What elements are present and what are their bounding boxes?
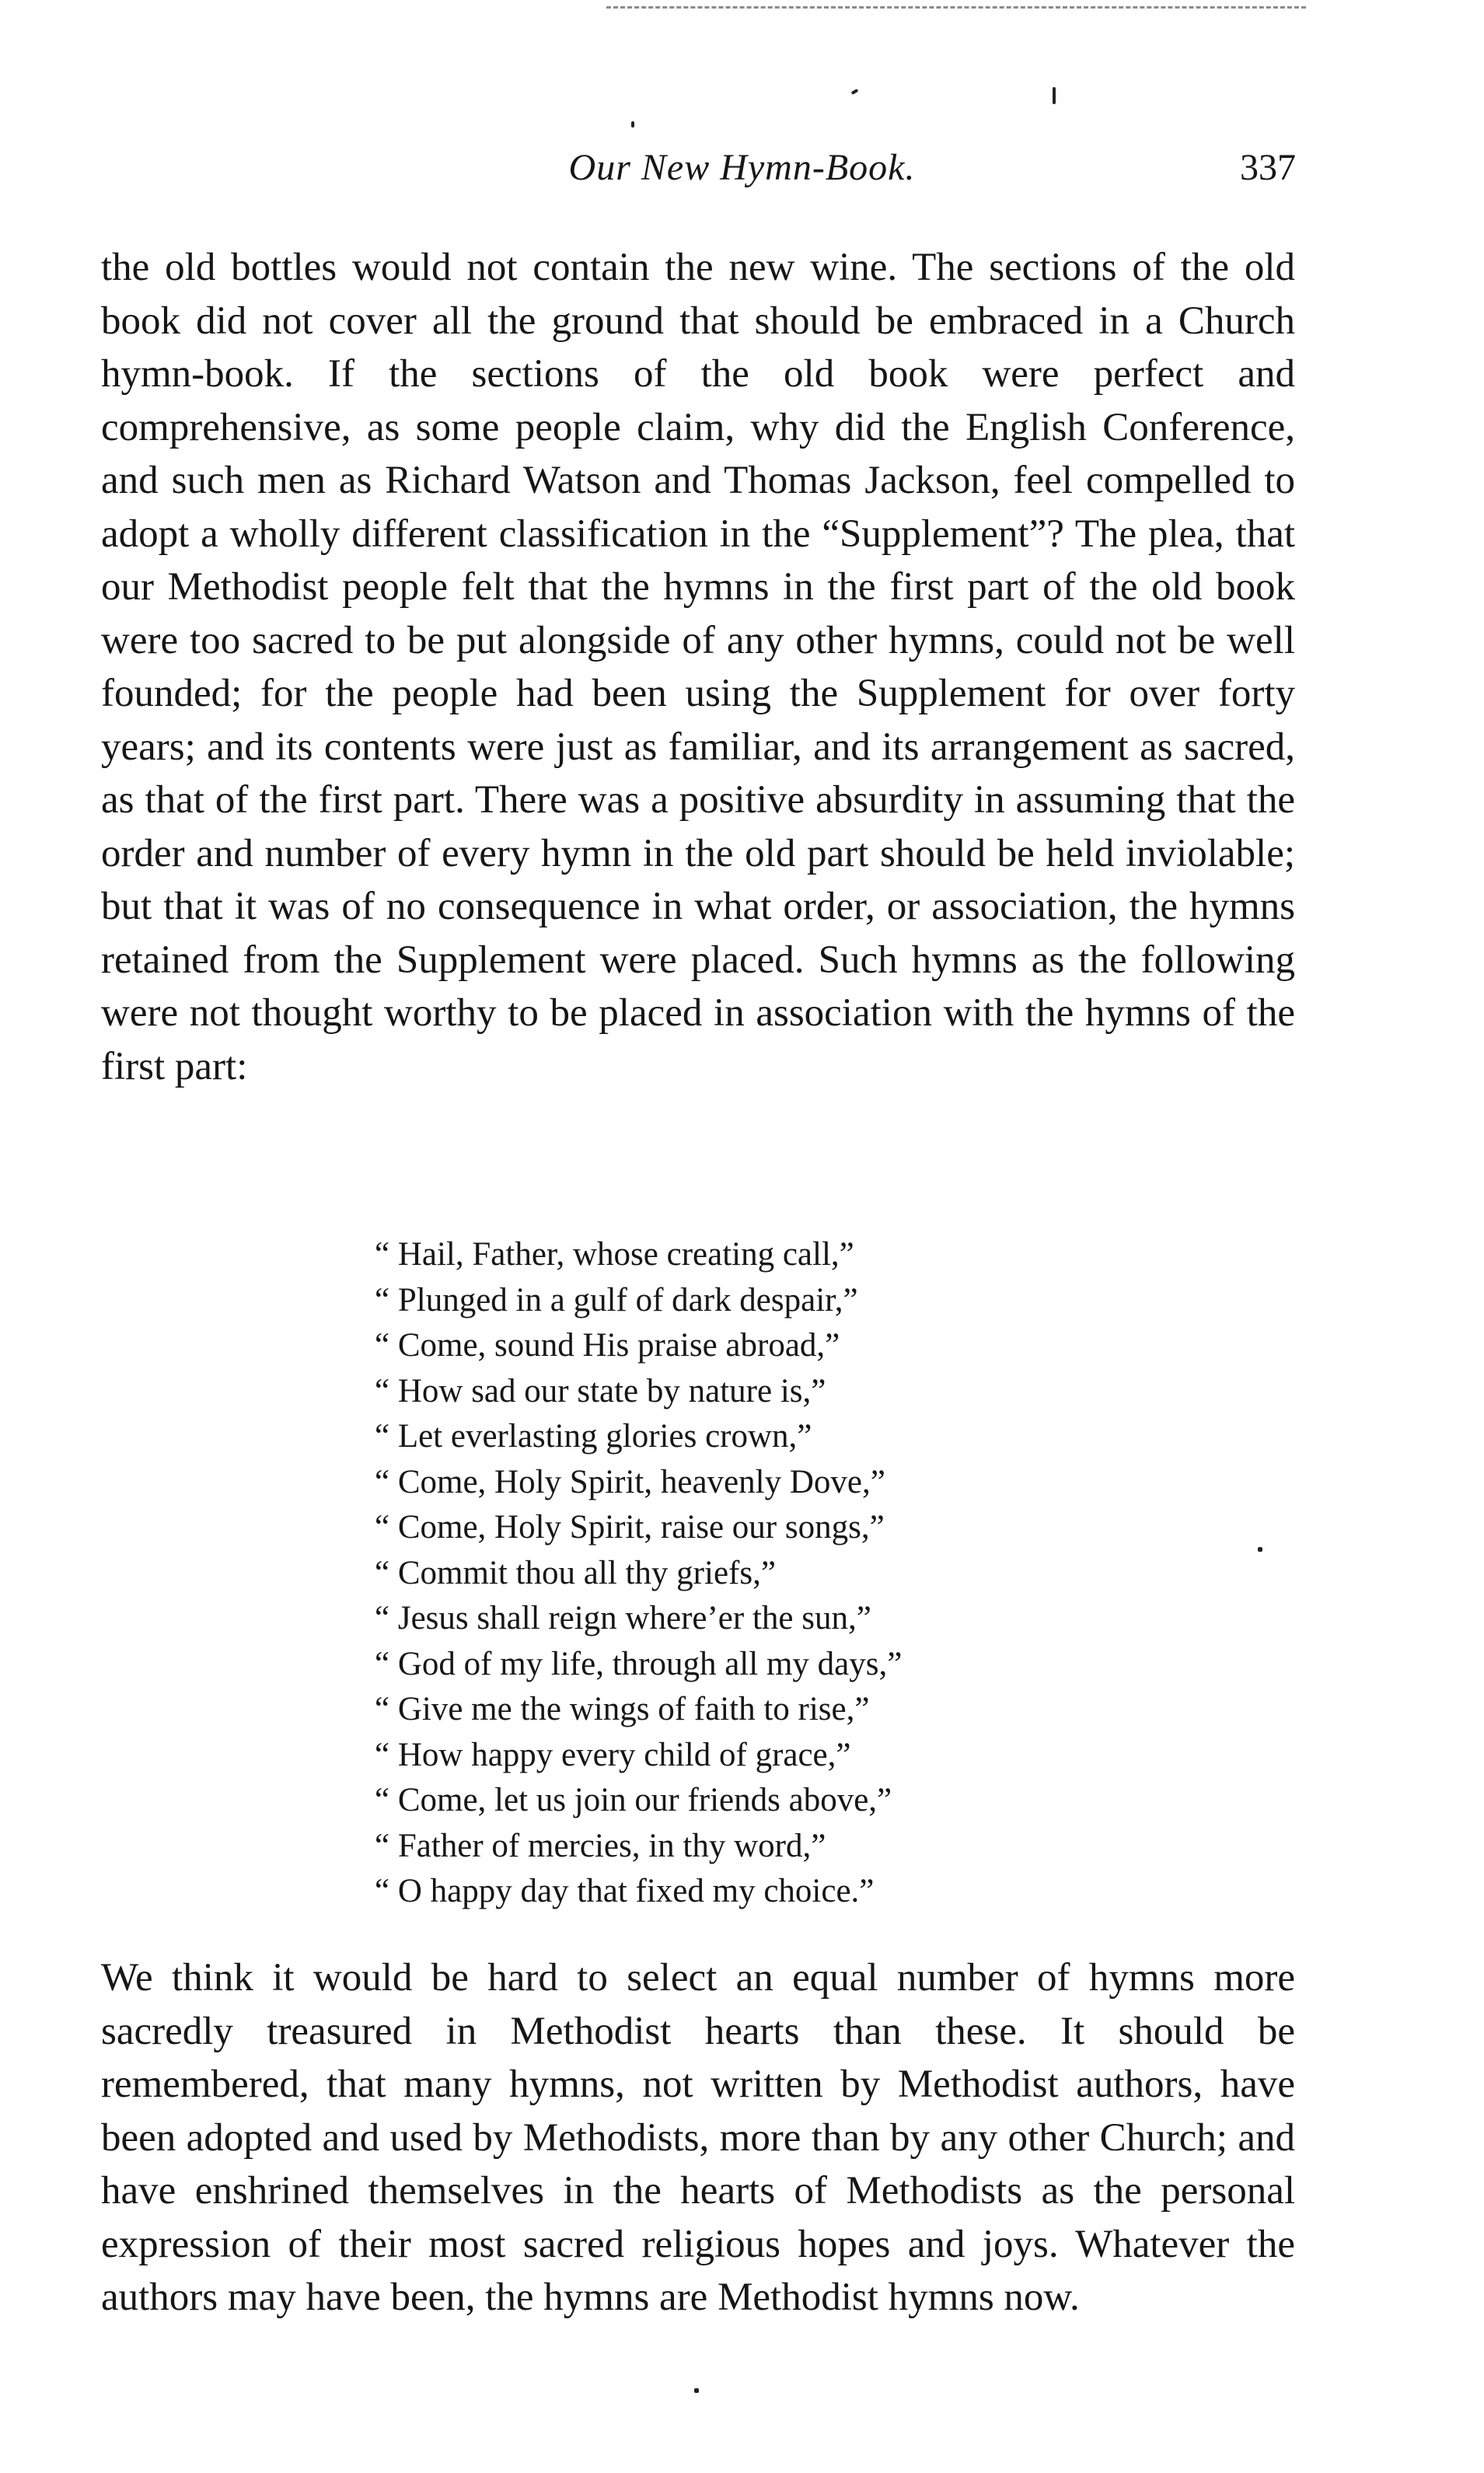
hymn-line: “ How happy every child of grace,” <box>375 1736 851 1773</box>
page-number: 337 <box>1240 147 1296 188</box>
hymn-line: “ God of my life, through all my days,” <box>375 1645 903 1682</box>
hymn-line: “ Come, Holy Spirit, raise our songs,” <box>375 1509 885 1546</box>
hymn-line: “ Plunged in a gulf of dark despair,” <box>375 1281 858 1319</box>
hymn-line: “ Let everlasting glories crown,” <box>375 1418 812 1455</box>
hymn-line: “ Come, let us join our friends above,” <box>375 1782 892 1818</box>
running-head <box>0 146 1484 208</box>
hymn-line: “ Hail, Father, whose creating call,” <box>375 1236 854 1273</box>
body-paragraph: the old bottles would not contain the new wine. The sections of the old book did not cover all the ground that should be embraced in a Church hymn-book. If the sections of the old book were perfect and comprehensive, as some people claim, why did the English Conference, and such men as Richard Watson and Thomas Jackson, feel compelled to adopt a wholly different classification in the “Supplement”? The plea, that our Methodist people felt that the hymns in the first part of the old book were too sacred to be put alongside of any other hymns, could not be well founded; for the people had been using the Supplement for over forty years; and its contents were just as familiar, and its arrangement as sacred, as that of the first part. There was a positive absurdity in assuming that the order and number of every hymn in the old part should be held inviolable; but that it was of no consequence in what order, or association, the hymns retained from the Supplement were placed. Such hymns as the following were not thought worthy to be placed in association with the hymns of the first part: <box>101 246 1295 1088</box>
print-speck <box>694 2388 699 2393</box>
body-paragraph: We think it would be hard to select an equal number of hymns more sacredly treasured in Methodist hearts than these. It should be remembered, that many hymns, not written by Methodist authors, have been adopted and used by Methodists, more than by any other Church; and have enshrined themselves in the hearts of Methodists as the personal expression of their most sacred religious hopes and joys. Whatever the authors may have been, the hymns are Methodist hymns now. <box>101 1956 1295 2319</box>
hymn-line: “ O happy day that fixed my choice.” <box>375 1873 875 1909</box>
hymn-line: “ Father of mercies, in thy word,” <box>375 1827 826 1864</box>
hymn-first-lines-list <box>375 1232 902 1915</box>
hymn-line: “ How sad our state by nature is,” <box>375 1372 826 1409</box>
hymn-line: “ Come, sound His praise abroad,” <box>375 1327 840 1364</box>
print-speck <box>631 121 634 127</box>
print-speck <box>1053 87 1056 104</box>
running-title: Our New Hymn-Book. <box>568 147 916 188</box>
print-speck <box>1258 1547 1262 1552</box>
top-edge-rule <box>606 6 1306 9</box>
hymn-line: “ Give me the wings of faith to rise,” <box>375 1691 870 1727</box>
hymn-line: “ Come, Holy Spirit, heavenly Dove,” <box>375 1463 885 1500</box>
hymn-line: “ Commit thou all thy griefs,” <box>375 1554 776 1591</box>
hymn-line: “ Jesus shall reign where’er the sun,” <box>375 1600 871 1636</box>
print-speck <box>851 89 859 95</box>
